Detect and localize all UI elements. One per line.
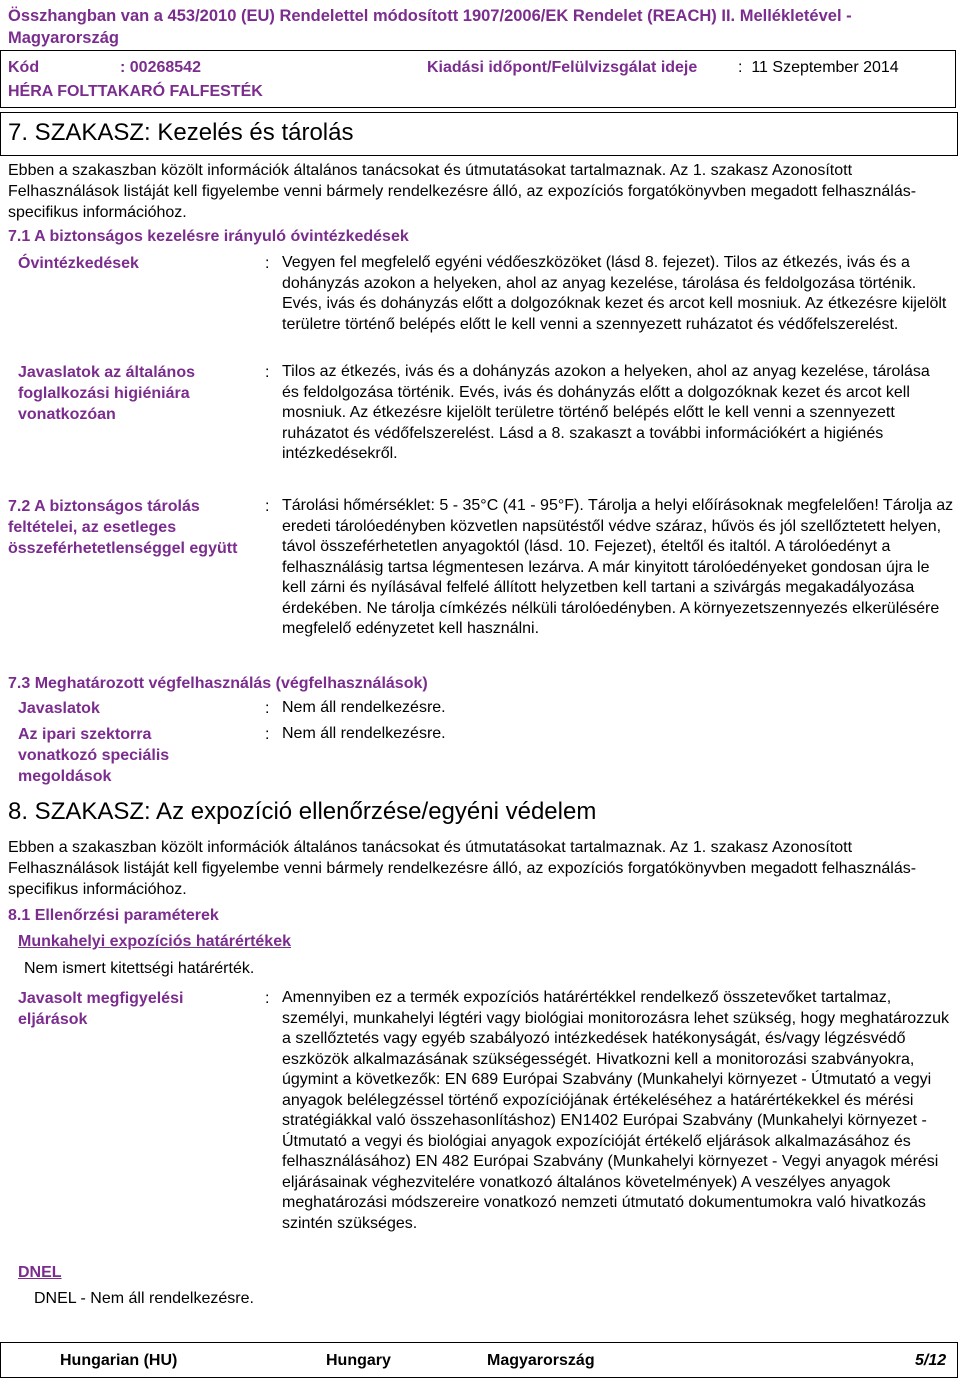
- footer-country-local: Magyarország: [487, 1352, 595, 1369]
- section72-colon: :: [265, 498, 270, 515]
- dnel-title: DNEL: [18, 1264, 62, 1281]
- section8-title: 8. SZAKASZ: Az expozíció ellenőrzése/egyéni védelem: [8, 798, 597, 825]
- precautions-value: Vegyen fel megfelelő egyéni védőeszközöket (lásd 8. fejezet). Tilos az étkezés, ivás és a dohányzás azokon a helyeken, ahol az anyag kezelése, tárolása és feldolgozása történik. Evés, ivás és dohányzás előtt a dolgozóknak kezet és arcot kell mosniuk. Az étkezésre kijelölt területre történő belépés előtt le kell venni a szennyezett ruházatot és védőfelszerelést.: [282, 254, 947, 333]
- oel-value: Nem ismert kitettségi határérték.: [24, 960, 255, 977]
- regulation-header: Összhangban van a 453/2010 (EU) Rendelettel módosított 1907/2006/EK Rendelet (REACH) II. Mellékletével - Magyarország: [8, 7, 852, 47]
- hygiene-label: Javaslatok az általános foglalkozási higiéniára vonatkozóan: [18, 364, 195, 423]
- industry-value: Nem áll rendelkezésre.: [282, 725, 446, 742]
- code-label: Kód: [8, 59, 40, 76]
- issue-date-label: Kiadási időpont/Felülvizsgálat ideje: [427, 59, 698, 76]
- recommendations-colon: :: [265, 700, 270, 717]
- oel-title: Munkahelyi expozíciós határértékek: [18, 933, 291, 950]
- recommendations-label: Javaslatok: [18, 700, 100, 717]
- section72-label: 7.2 A biztonságos tárolás feltételei, az esetleges összeférhetetlenséggel együtt: [8, 498, 238, 557]
- section71-title: 7.1 A biztonságos kezelésre irányuló óvintézkedések: [8, 228, 409, 245]
- issue-date-value: : 11 Szeptember 2014: [738, 59, 899, 76]
- section81-title: 8.1 Ellenőrzési paraméterek: [8, 907, 219, 924]
- hygiene-value: Tilos az étkezés, ivás és a dohányzás azokon a helyeken, ahol az anyag kezelése, tárolása és feldolgozása történik. Evés, ivás és dohányzás előtt a dolgozóknak kezet és arcot kell mosniuk. Az étkezésre kijelölt területre történő belépés előtt le kell venni a szennyezett ruházatot és védőfelszerelést. Lásd a 8. szakaszt a további információkért a higiénés intézkedésekről.: [282, 363, 930, 462]
- industry-label: Az ipari szektorra vonatkozó speciális megoldások: [18, 726, 170, 785]
- code-value: : 00268542: [120, 59, 201, 76]
- section7-title: 7. SZAKASZ: Kezelés és tárolás: [8, 119, 354, 146]
- section72-value: Tárolási hőmérséklet: 5 - 35°C (41 - 95°F). Tárolja a helyi előírásoknak megfelelően! Tárolja az eredeti tárolóedényben közvetlen napsütéstől védve száraz, hűvös és jól szellőztetett helyen, távol összeférhetetlen anyagoktól (lásd. 10. Fejezet), ételtől és italtól. A tárolóedényt a felhasználásig tartsa légmentesen lezárva. A már kinyitott tárolóedényeket gondosan újra le kell zárni és nyílásával felfelé állított helyzetben kell tartani a szivárgás megakadályozása érdekében. Ne tárolja címkézés nélküli tárolóedényben. A környezetszennyezés elkerülésére megfelelő edényzetet kell használni.: [282, 497, 954, 637]
- precautions-label: Óvintézkedések: [18, 255, 139, 272]
- recommendations-value: Nem áll rendelkezésre.: [282, 699, 446, 716]
- page-number: 5/12: [915, 1352, 947, 1369]
- section73-title: 7.3 Meghatározott végfelhasználás (végfelhasználások): [8, 675, 428, 692]
- monitoring-label: Javasolt megfigyelési eljárások: [18, 990, 184, 1028]
- precautions-colon: :: [265, 255, 270, 272]
- hygiene-colon: :: [265, 364, 270, 381]
- section7-intro: Ebben a szakaszban közölt információk általános tanácsokat és útmutatásokat tartalmaznak. Az 1. szakasz Azonosított Felhasználások listáját kell figyelembe venni bármely rendelkezésre álló, az expozíciós forgatókönyvben megadott felhasználás-specifikus információhoz.: [8, 162, 917, 221]
- monitoring-colon: :: [265, 990, 270, 1007]
- product-name: HÉRA FOLTTAKARÓ FALFESTÉK: [8, 83, 263, 100]
- section8-intro: Ebben a szakaszban közölt információk általános tanácsokat és útmutatásokat tartalmaznak. Az 1. szakasz Azonosított Felhasználások listáját kell figyelembe venni bármely rendelkezésre álló, az expozíciós forgatókönyvben megadott felhasználás-specifikus információhoz.: [8, 839, 917, 898]
- dnel-value: DNEL - Nem áll rendelkezésre.: [34, 1290, 254, 1307]
- footer-country: Hungary: [326, 1352, 391, 1369]
- footer-language: Hungarian (HU): [60, 1352, 178, 1369]
- industry-colon: :: [265, 726, 270, 743]
- monitoring-value: Amennyiben ez a termék expozíciós határértékkel rendelkező összetevőket tartalmaz, személyi, munkahelyi légtéri vagy biológiai monitorozásra lehet szükség, hogy meghatározzuk a szellőztetés vagy egyéb szabályozó intézkedések hatékonyságát, és/vagy légzésvédő eszközök alkalmazásának szükségességét. Hivatkozni kell a monitorozási szabványokra, úgymint a következők: EN 689 Európai Szabvány (Munkahelyi környezet - Útmutató a vegyi anyagok belélegzéssel történő expozíciójának értékeléséhez a határértékekkel és mérési stratégiákkal való összehasonlításhoz) EN1402 Európai Szabvány (Munkahelyi környezet - Útmutató a vegyi és biológiai anyagok expozícióját értékelő eljárások alkalmazásához és felhasználásához) EN 482 Európai Szabvány (Munkahelyi környezet - Vegyi anyagok mérési eljárásainak véghezvitelére vonatkozó általános követelmények) A veszélyes anyagok meghatározási módszereire vonatkozó nemzeti útmutató dokumentumokra való hivatkozás szintén szükséges.: [282, 989, 949, 1232]
